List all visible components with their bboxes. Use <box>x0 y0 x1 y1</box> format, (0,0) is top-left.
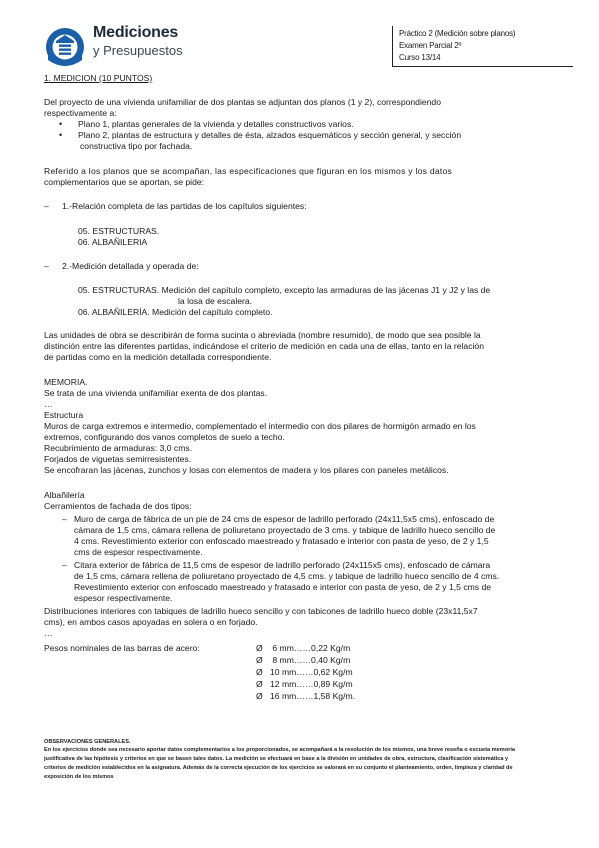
albanileria-line: 4 cms. Revestimiento exterior con enfoscado maestreado y fratasado e interior con pasta de yeso, de 2 y 1,5 <box>74 536 489 546</box>
units-line: distinción entre las diferentes partidas, indicándose el criterio de medición en cada una de ellas, tanto en la relación <box>44 341 484 351</box>
brand-name: Mediciones <box>93 24 179 41</box>
albanileria-line: de 1,5 cms, cámara rellena de poliuretano proyectado de 4,5 cms. y tabique de ladrillo hueco sencillo de 4 cms. <box>74 571 500 581</box>
estructura-line: extremos, configurando dos vanos completos de suelo a techo. <box>44 432 285 442</box>
diameter-icon: Ø <box>256 691 263 701</box>
estructura-line: Recubrimiento de armaduras: 3,0 cms. <box>44 443 193 453</box>
intro-bullet: Plano 2, plantas de estructura y detalles de ésta, alzados esquemáticos y sección general, y sección <box>78 130 462 140</box>
weight-row <box>256 655 350 665</box>
estructura-line: Forjados de viguetas semirresistentes. <box>44 454 192 464</box>
estructura-line: Se encofraran las jácenas, zunchos y losas con elementos de madera y los pilares con paneles metálicos. <box>44 465 449 475</box>
albanileria-line: Cerramientos de fachada de dos tipos: <box>44 501 192 511</box>
weight-value: 8 mm……0,40 Kg/m <box>270 655 351 665</box>
diameter-icon: Ø <box>256 667 263 677</box>
diameter-icon: Ø <box>256 679 263 689</box>
estructura-title: Estructura <box>44 410 84 420</box>
weight-value: 10 mm……0,62 Kg/m <box>270 667 353 677</box>
reference-line: Referido a los planos que se acompañan, las especificaciones que figuran en los mismos y los datos <box>44 166 453 176</box>
dash-marker: – <box>62 560 67 570</box>
albanileria-line: Citara exterior de fábrica de 11,5 cms de espesor de ladrillo perforado (24x115x5 cms), enfoscado de cámara <box>74 560 491 570</box>
intro-bullet: Plano 1, plantas generales de la vivienda y detalles constructivos varios. <box>78 119 354 129</box>
bullet-icon: • <box>59 119 63 129</box>
memoria-title: MEMORIA. <box>44 377 88 387</box>
distribuciones-line: cms), en ambos casos apoyadas en solera o en forjado. <box>44 617 258 627</box>
task-title: 1.-Relación completa de las partidas de los capítulos siguientes: <box>62 201 307 211</box>
task-item-cont: la losa de escalera. <box>178 296 253 306</box>
units-line: Las unidades de obra se describirán de forma sucinta o abreviada (nombre resumido), de modo que sea posible la <box>44 330 481 340</box>
dash-marker: – <box>44 261 49 271</box>
task-item: 05. ESTRUCTURAS. Medición del capítulo completo, excepto las armaduras de las jácenas J1 y J2 y las de <box>78 285 491 295</box>
weight-row <box>256 691 355 701</box>
pesos-label: Pesos nominales de las barras de acero: <box>44 643 200 653</box>
brand-subtitle: y Presupuestos <box>93 43 183 58</box>
albanileria-line: cámara de 1,5 cms, cámara rellena de poliuretano proyectado de 3 cms. y tabique de ladrillo hueco sencillo de <box>74 525 496 535</box>
bullet-icon: • <box>59 130 63 140</box>
albanileria-line: cms de espesor respectivamente. <box>74 547 203 557</box>
albanileria-title: Albañilería <box>44 490 85 500</box>
memoria-line: Se trata de una vivienda unifamiliar exenta de dos plantas. <box>44 388 268 398</box>
observaciones-line: justificativa de las hipótesis y criterios en que se basen tales datos. La medición se efectuará en base a la división en unidades de obra, estructura, clasificación sistemática y <box>44 756 509 762</box>
observaciones-line: exposición de los mismos <box>44 774 114 780</box>
albanileria-line: Muro de carga de fábrica de un pie de 24 cms de espesor de ladrillo perforado (24x11,5x5 cms), enfoscado de <box>74 514 495 524</box>
observaciones-title: OBSERVACIONES GENERALES. <box>44 739 131 745</box>
weight-row <box>256 667 353 677</box>
diameter-icon: Ø <box>256 643 263 653</box>
task-item: 06. ALBAÑILERÍA. Medición del capítulo completo. <box>78 307 273 317</box>
units-line: de partidas como en la medición detallada correspondiente. <box>44 352 272 362</box>
task-title: 2.-Medición detallada y operada de: <box>62 261 199 271</box>
ellipsis: … <box>44 628 53 638</box>
intro-bullet-cont: constructiva tipo por fachada. <box>80 141 193 151</box>
weight-value: 12 mm……0,89 Kg/m <box>270 679 353 689</box>
task-item: 06. ALBAÑILERIA <box>78 237 148 247</box>
brand-logo-icon <box>44 26 86 68</box>
observaciones-line: En los ejercicios donde sea necesario aportar datos complementarios a los proporcionados, se acompañará a la resolución de los mismos, una breve reseña o escueta memoria <box>44 747 515 753</box>
intro-line: respectivamente a: <box>44 108 117 118</box>
weight-value: 6 mm……0,22 Kg/m <box>270 643 351 653</box>
intro-line: Del proyecto de una vivienda unifamiliar de dos plantas se adjuntan dos planos (1 y 2), correspondiendo <box>44 97 441 107</box>
dash-marker: – <box>62 514 67 524</box>
estructura-line: Muros de carga extremos e intermedio, complementado el intermedio con dos pilares de hormigón armado en los <box>44 421 476 431</box>
weight-value: 16 mm……1,58 Kg/m. <box>270 691 356 701</box>
ellipsis: … <box>44 399 53 409</box>
exam-info-exam: Examen Parcial 2º <box>399 41 462 50</box>
diameter-icon: Ø <box>256 655 263 665</box>
task-item: 05. ESTRUCTURAS. <box>78 226 160 236</box>
albanileria-line: Revestimiento exterior con enfoscado maestreado y fratasado e interior con pasta de yeso, de 2 y 1,5 cms de <box>74 582 492 592</box>
observaciones-line: criterios de medición establecidos en la asignatura. Además de la correcta ejecución de los ejercicios se valorará en su conjunto el planteamiento, orden, limpieza y claridad de <box>44 765 513 771</box>
weight-row <box>256 679 353 689</box>
distribuciones-line: Distribuciones interiores con tabiques de ladrillo hueco sencillo y con tabicones de ladrillo hueco doble (23x11,5x7 <box>44 606 478 616</box>
reference-line: complementarios que se aportan, se pide: <box>44 177 205 187</box>
albanileria-line: espesor respectivamente. <box>74 593 173 603</box>
weight-row <box>256 643 350 653</box>
exam-info-practice: Práctico 2 (Medición sobre planos) <box>399 29 516 38</box>
section-title: 1. MEDICION (10 PUNTOS) <box>44 73 153 83</box>
exam-info-course: Curso 13/14 <box>399 53 441 62</box>
dash-marker: – <box>44 201 49 211</box>
exam-info-box <box>392 26 573 67</box>
